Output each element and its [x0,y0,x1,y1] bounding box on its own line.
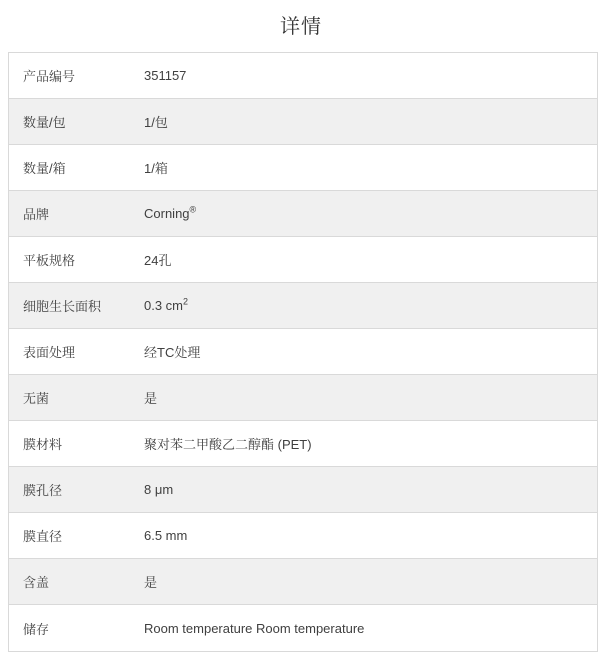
table-row [9,329,597,375]
table-row [9,99,597,145]
row-value-superscript: ® [189,204,197,215]
row-label: 品牌 [23,207,50,222]
table-row [9,375,597,421]
row-label: 储存 [23,621,50,637]
row-label: 膜孔径 [23,483,63,498]
table-row [9,237,597,283]
table-row [9,421,597,467]
row-value: 1/箱 [144,161,168,176]
table-row [9,283,597,329]
row-value: 351157 [144,68,187,83]
row-value: 经TC处理 [144,345,201,360]
row-value: 聚对苯二甲酸乙二醇酯 (PET) [144,437,312,452]
row-label: 膜直径 [23,529,63,544]
row-label: 表面处理 [23,345,76,360]
row-label: 平板规格 [23,253,76,268]
row-label: 细胞生长面积 [23,299,102,314]
row-value: 是 [144,575,158,590]
row-value-superscript: 2 [183,296,189,307]
table-row [9,191,597,237]
table-row [9,467,597,513]
row-label: 数量/箱 [23,161,66,176]
row-label: 膜材料 [23,437,63,452]
row-value: Room temperature Room temperature [144,620,365,636]
row-label: 无菌 [23,391,50,406]
table-row [9,605,597,651]
page-title: 详情 [280,16,322,38]
table-row [9,559,597,605]
row-value: 1/包 [144,115,168,130]
row-value: 是 [144,391,158,406]
table-row [9,513,597,559]
row-label: 产品编号 [23,69,76,84]
row-value: 24孔 [144,253,172,268]
table-row [9,53,597,99]
row-value: 6.5 mm [144,528,188,543]
details-table [8,52,598,652]
row-label: 含盖 [23,575,50,590]
row-value: 0.3 $cm^2$ [144,296,189,313]
table-row [9,145,597,191]
row-label: 数量/包 [23,115,66,130]
row-value: 8 μm [144,482,174,497]
row-value: Corning® [144,204,197,221]
